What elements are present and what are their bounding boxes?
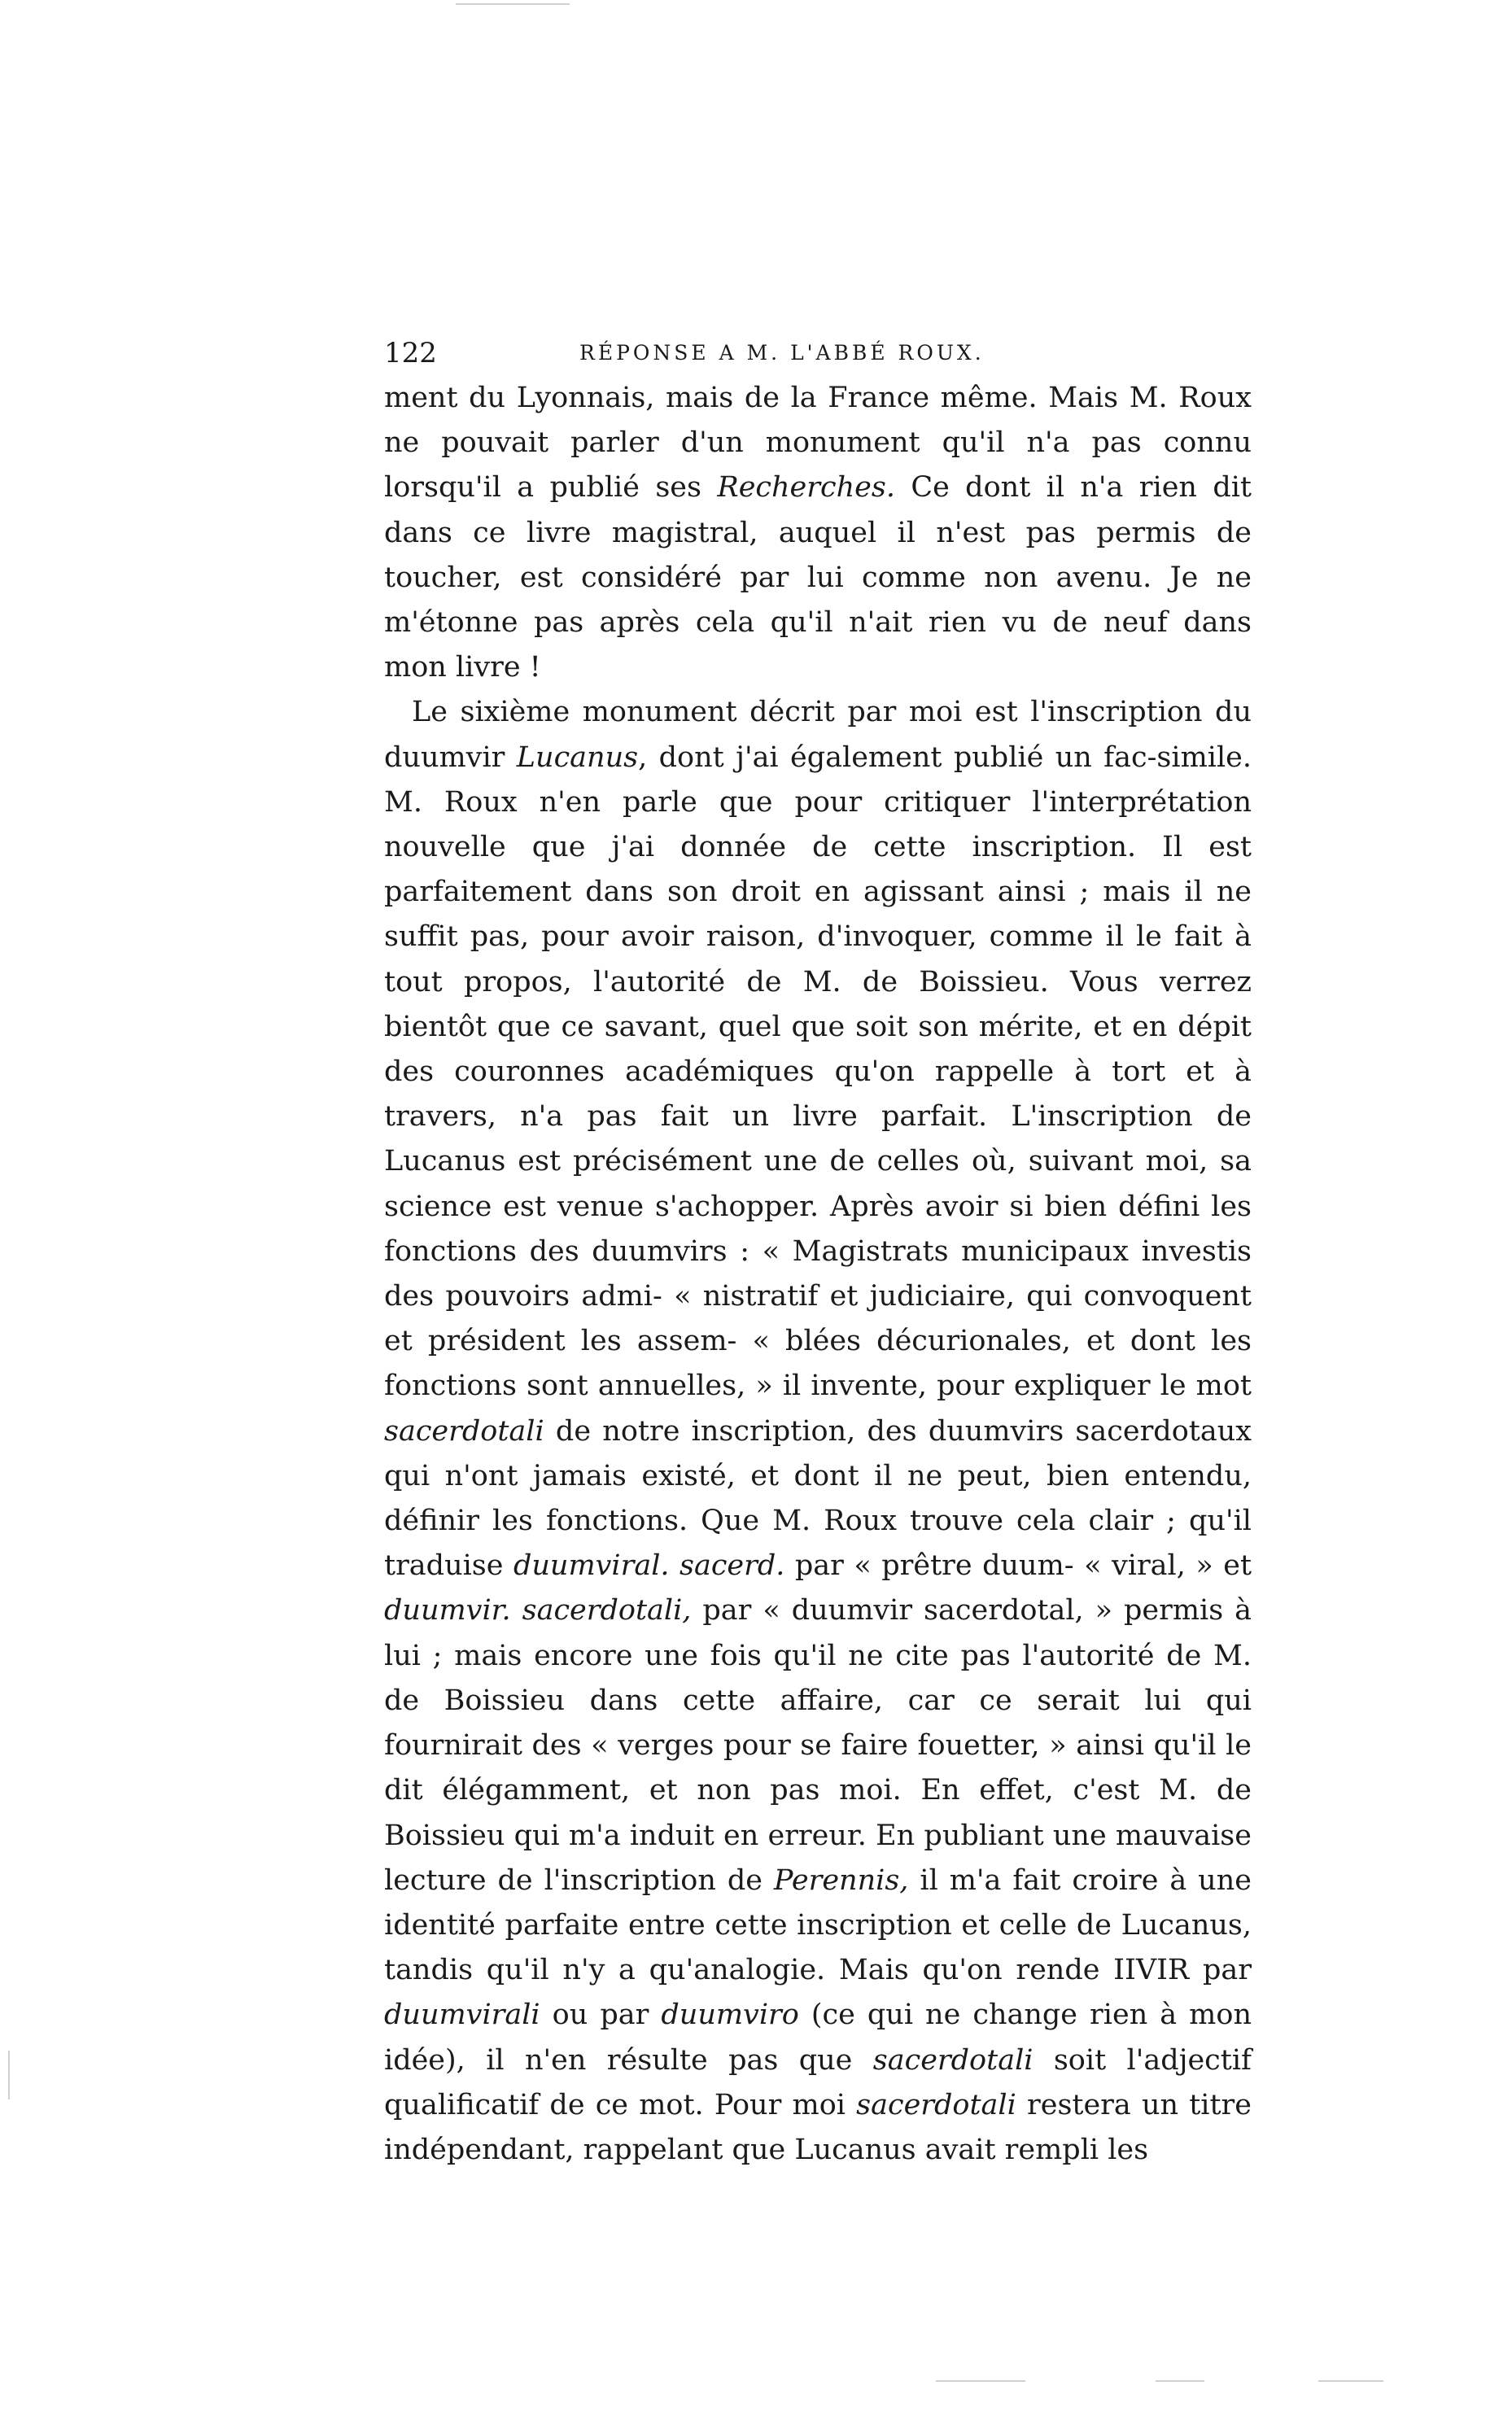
page-header: [384, 329, 1252, 378]
italic-run: Lucanus: [516, 741, 639, 774]
text-run: par « prêtre duum- « viral, » et: [784, 1549, 1252, 1583]
paragraph-2: [384, 690, 1252, 2173]
italic-run: Perennis,: [773, 1863, 909, 1897]
italic-run: sacerdotali: [856, 2088, 1016, 2121]
text-run: de notre inscription, des duumvirs sacerdotaux qui n'ont jamais existé, et dont il ne peut, bien entendu, définir les fonctions. Que M. Roux trouve cela clair ; qu'il traduise: [384, 1414, 1252, 1583]
italic-run: sacerdotali: [872, 2043, 1033, 2077]
italic-run: duumviro: [661, 1999, 799, 2032]
italic-run: duumviral. sacerd.: [513, 1549, 785, 1583]
text-run: restera un titre indépendant, rappelant que Lucanus avait rempli les: [384, 2088, 1252, 2166]
scan-artifact-top: [456, 3, 570, 5]
text-run: soit l'adjectif qualificatif de ce mot. Pour moi: [384, 2043, 1252, 2121]
scan-artifact-bottom: [1318, 2380, 1383, 2382]
italic-run: duumvir. sacerdotali,: [384, 1594, 692, 1627]
text-run: par « duumvir sacerdotal, » permis à lui ; mais encore une fois qu'il ne cite pas l'autorité de M. de Boissieu dans cette affaire, car ce serait lui qui fournirait des « verges pour se faire fouetter, » ainsi qu'il le dit élégamment, et non pas moi. En effet, c'est M. de Boissieu qui m'a induit en erreur. En publiant une mauvaise lecture de l'inscription de: [384, 1594, 1252, 1897]
scan-artifact-left: [8, 2051, 10, 2099]
text-run: ment du Lyonnais, mais de la France même. Mais M. Roux ne pouvait parler d'un monument qu'il n'a pas connu lorsqu'il a publié ses: [384, 382, 1252, 505]
text-run: ou par: [540, 1999, 662, 2032]
text-run: Ce dont il n'a rien dit dans ce livre magistral, auquel il n'est pas permis de toucher, est considéré par lui comme non avenu. Je ne m'étonne pas après cela qu'il n'ait rien vu de neuf dans mon livre !: [384, 471, 1252, 684]
page-number: 122: [384, 337, 437, 369]
running-title: RÉPONSE A M. L'ABBÉ ROUX.: [579, 341, 985, 365]
paragraph-1: [384, 376, 1252, 690]
scan-artifact-bottom: [1156, 2380, 1204, 2382]
text-run: il m'a fait croire à une identité parfaite entre cette inscription et celle de Lucanus, tandis qu'il n'y a qu'analogie. Mais qu'on rende: [384, 1863, 1252, 1987]
body-text: [384, 376, 1252, 2173]
text-run: par: [1189, 1954, 1252, 1987]
text-run: (ce qui ne change rien à mon idée), il n'en résulte pas que: [384, 1999, 1252, 2077]
italic-run: Recherches.: [717, 471, 895, 505]
small-caps-run: IIVIR: [1113, 1954, 1190, 1987]
italic-run: sacerdotali: [384, 1414, 544, 1448]
italic-run: duumvirali: [384, 1999, 540, 2032]
scan-artifact-bottom: [936, 2380, 1025, 2382]
text-run: , dont j'ai également publié un fac-simile. M. Roux n'en parle que pour critiquer l'interprétation nouvelle que j'ai donnée de cette inscription. Il est parfaitement dans son droit en agissant ainsi ; mais il ne suffit pas, pour avoir raison, d'invoquer, comme il le fait à tout propos, l'autorité de M. de Boissieu. Vous verrez bientôt que ce savant, quel que soit son mérite, et en dépit des couronnes académiques qu'on rappelle à tort et à travers, n'a pas fait un livre parfait. L'inscription de Lucanus est précisément une de celles où, suivant moi, sa science est venue s'achopper. Après avoir si bien défini les fonctions des duumvirs : « Magistrats municipaux investis des pouvoirs admi- « nistratif et judiciaire, qui convoquent et président les assem- « blées décurionales, et dont les fonctions sont annuelles, » il invente, pour expliquer le mot: [384, 741, 1252, 1403]
text-run: Le sixième monument décrit par moi est l'inscription du duumvir: [384, 696, 1252, 774]
